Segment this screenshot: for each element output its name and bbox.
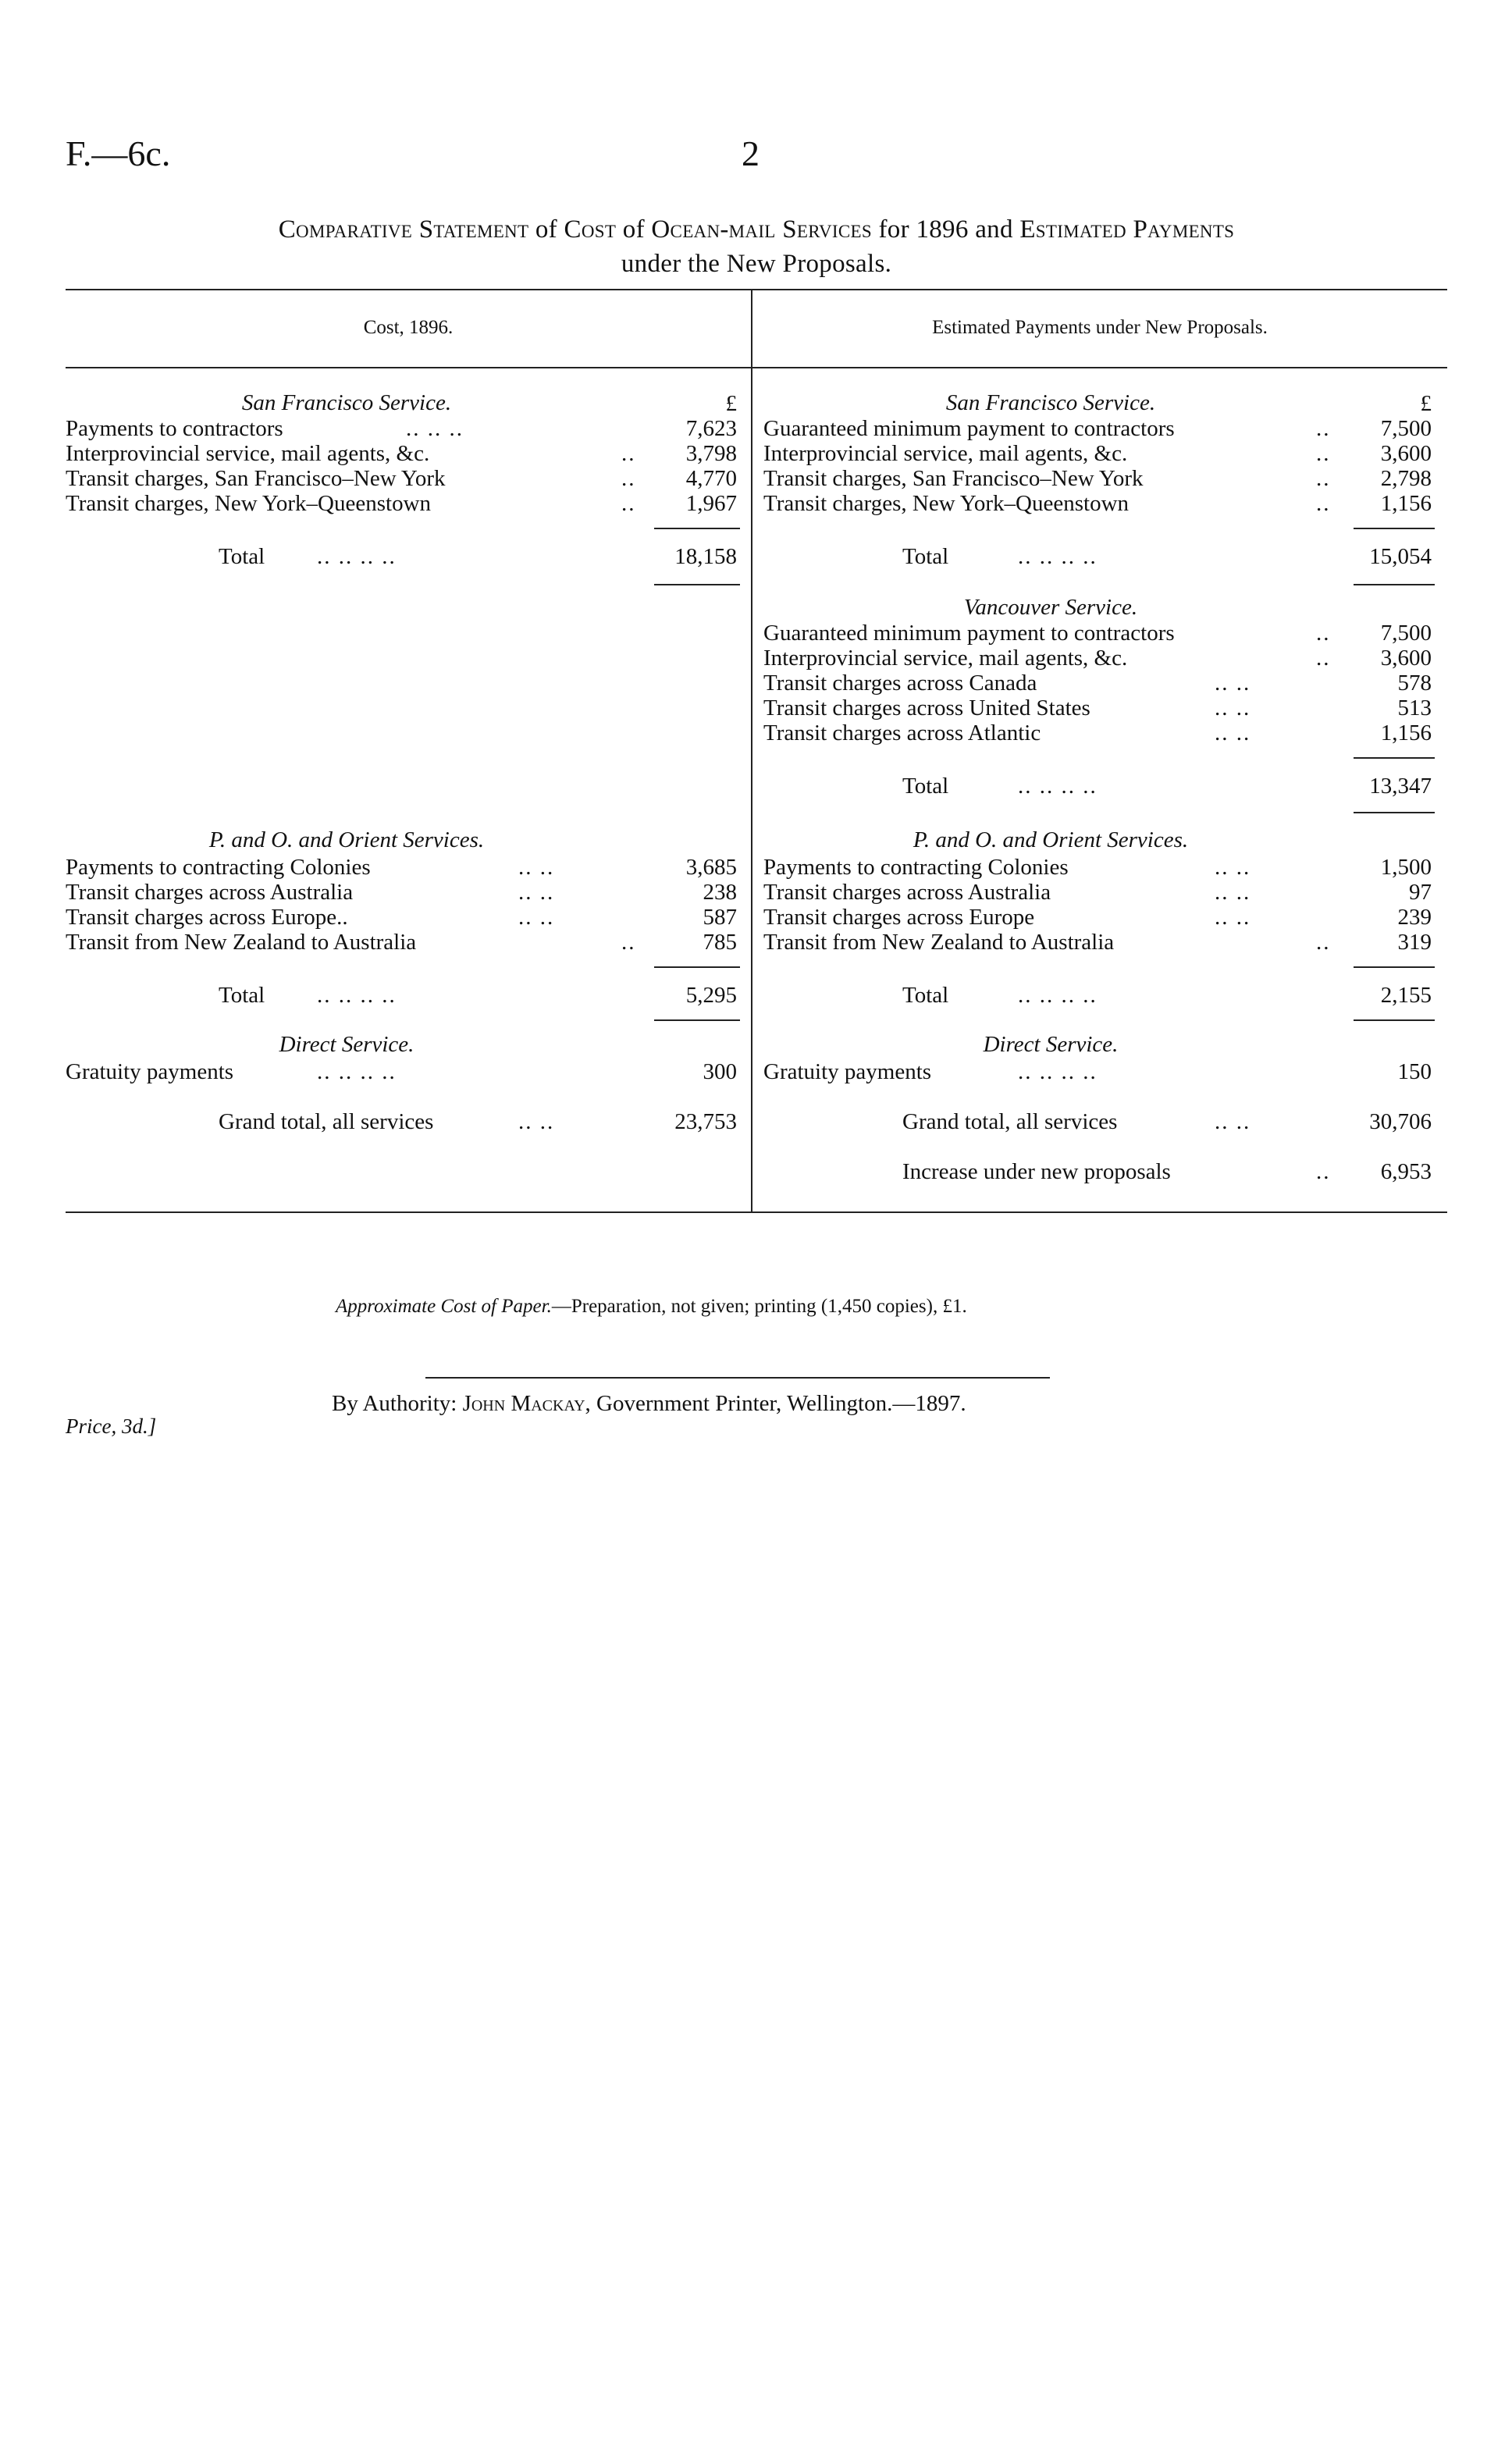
right-van-row-value: 513 <box>1397 696 1432 720</box>
right-sf-row-value: 3,600 <box>1380 441 1432 466</box>
subtotal-rule <box>654 966 740 968</box>
leader-dots: .. .. .. .. <box>1018 774 1098 799</box>
left-gratuity-label: Gratuity payments <box>66 1059 234 1084</box>
leader-dots: .. .. <box>1215 720 1251 745</box>
right-van-row-value: 1,156 <box>1380 720 1432 745</box>
leader-dots: .. .. <box>518 905 555 930</box>
column-divider <box>751 290 752 1211</box>
left-sf-row-value: 7,623 <box>685 416 737 441</box>
authority-detail: Government Printer, Wellington.—1897. <box>596 1391 966 1416</box>
leader-dots: .. .. .. .. <box>317 544 397 569</box>
right-po-row-label: Payments to contracting Colonies <box>763 855 1069 880</box>
leader-dots: .. .. <box>1215 905 1251 930</box>
leader-dots: .. <box>621 441 636 466</box>
table-bottom-rule <box>66 1211 1447 1213</box>
paper-cost-heading: Approximate Cost of Paper. <box>336 1296 552 1317</box>
right-sf-row-value: 7,500 <box>1380 416 1432 441</box>
left-po-row-label: Transit charges across Australia <box>66 880 354 905</box>
leader-dots: .. <box>1316 416 1331 441</box>
right-po-total-label: Total <box>902 983 949 1008</box>
leader-dots: .. .. <box>1215 671 1251 696</box>
right-po-row-value: 1,500 <box>1380 855 1432 880</box>
left-sf-total-label: Total <box>219 544 265 569</box>
total-rule <box>1354 584 1435 585</box>
right-po-row-value: 319 <box>1397 930 1432 955</box>
left-po-row-value: 785 <box>703 930 737 955</box>
increase-label: Increase under new proposals <box>902 1159 1171 1184</box>
right-van-row-label: Transit charges across Canada <box>763 671 1037 696</box>
left-grand-total-label: Grand total, all services <box>219 1109 434 1134</box>
leader-dots: .. .. <box>518 880 555 905</box>
title-word: Cost <box>564 215 617 244</box>
left-grand-total: 23,753 <box>674 1109 737 1134</box>
subtotal-rule <box>1354 528 1435 529</box>
total-rule <box>654 584 740 585</box>
right-vancouver-section-title: Vancouver Service. <box>963 595 1138 620</box>
title-word: Estimated <box>1019 215 1126 244</box>
right-grand-total: 30,706 <box>1369 1109 1432 1134</box>
right-van-row-value: 7,500 <box>1380 621 1432 646</box>
right-po-row-label: Transit charges across Australia <box>763 880 1051 905</box>
leader-dots: .. <box>1316 930 1331 955</box>
leader-dots: .. .. .. <box>406 416 464 441</box>
right-sf-row-label: Transit charges, San Francisco–New York <box>763 466 1144 491</box>
leader-dots: .. <box>1316 466 1331 491</box>
leader-dots: .. .. <box>1215 696 1251 720</box>
right-gratuity-label: Gratuity payments <box>763 1059 932 1084</box>
title-word: Payments <box>1133 215 1235 244</box>
subtotal-rule <box>654 528 740 529</box>
right-van-row-label: Guaranteed minimum payment to contractors <box>763 621 1175 646</box>
right-van-row-label: Transit charges across Atlantic <box>763 720 1041 745</box>
page-number: 2 <box>742 133 760 173</box>
left-sf-row-label: Transit charges, San Francisco–New York <box>66 466 446 491</box>
total-rule <box>1354 812 1435 813</box>
table-header-rule <box>66 367 1447 368</box>
leader-dots: .. <box>1316 441 1331 466</box>
right-sf-row-label: Transit charges, New York–Queenstown <box>763 491 1130 516</box>
left-po-row-label: Payments to contracting Colonies <box>66 855 371 880</box>
leader-dots: .. .. .. .. <box>1018 983 1098 1008</box>
right-po-row-value: 97 <box>1409 880 1432 905</box>
left-sf-section-title: San Francisco Service. <box>241 390 452 415</box>
leader-dots: .. .. .. .. <box>317 983 397 1008</box>
right-po-total: 2,155 <box>1380 983 1432 1008</box>
right-sf-total: 15,054 <box>1369 544 1432 569</box>
leader-dots: .. .. <box>1215 880 1251 905</box>
right-po-section-title: P. and O. and Orient Services. <box>913 827 1189 852</box>
leader-dots: .. <box>621 491 636 516</box>
leader-dots: .. .. .. .. <box>1018 544 1098 569</box>
left-po-section-title: P. and O. and Orient Services. <box>208 827 485 852</box>
leader-dots: .. <box>1316 491 1331 516</box>
left-po-total-label: Total <box>219 983 265 1008</box>
authority-prefix: By Authority: <box>332 1391 457 1416</box>
left-sf-total: 18,158 <box>674 544 737 569</box>
left-po-row-value: 238 <box>703 880 737 905</box>
left-sf-row-value: 1,967 <box>685 491 737 516</box>
right-grand-total-label: Grand total, all services <box>902 1109 1118 1134</box>
right-van-row-label: Transit charges across United States <box>763 696 1090 720</box>
right-po-row-value: 239 <box>1397 905 1432 930</box>
statement-title-line-2: under the New Proposals. <box>621 250 892 278</box>
title-word: of <box>622 215 645 244</box>
title-word: Ocean-mail <box>651 215 776 244</box>
leader-dots: .. .. <box>1215 1109 1251 1134</box>
left-sf-row-label: Interprovincial service, mail agents, &c. <box>66 441 430 466</box>
right-van-row-label: Interprovincial service, mail agents, &c. <box>763 646 1128 671</box>
title-word: Statement <box>418 215 529 244</box>
authority-rule <box>425 1377 1050 1379</box>
right-sf-row-label: Guaranteed minimum payment to contractors <box>763 416 1175 441</box>
left-po-row-label: Transit from New Zealand to Australia <box>66 930 417 955</box>
right-po-row-label: Transit charges across Europe <box>763 905 1035 930</box>
total-rule <box>654 1019 740 1021</box>
leader-dots: .. .. <box>1215 855 1251 880</box>
leader-dots: .. .. .. .. <box>1018 1059 1098 1084</box>
right-sf-row-label: Interprovincial service, mail agents, &c. <box>763 441 1128 466</box>
left-po-row-value: 587 <box>703 905 737 930</box>
leader-dots: .. <box>621 466 636 491</box>
leader-dots: .. <box>1316 621 1331 646</box>
left-sf-row-value: 3,798 <box>685 441 737 466</box>
price: Price, 3d.] <box>66 1414 157 1438</box>
right-gratuity-value: 150 <box>1397 1059 1432 1084</box>
leader-dots: .. .. <box>518 855 555 880</box>
right-van-total: 13,347 <box>1369 774 1432 799</box>
right-column-heading: Estimated Payments under New Proposals. <box>932 317 1268 338</box>
right-van-total-label: Total <box>902 774 949 799</box>
paper-cost-note <box>336 1296 967 1318</box>
left-currency-symbol: £ <box>725 391 737 416</box>
document-reference: F.—6c. <box>66 133 171 173</box>
left-po-total: 5,295 <box>685 983 737 1008</box>
subtotal-rule <box>1354 966 1435 968</box>
title-word: of <box>535 215 557 244</box>
right-sf-total-label: Total <box>902 544 949 569</box>
right-sf-section-title: San Francisco Service. <box>945 390 1156 415</box>
title-word: Services <box>782 215 872 244</box>
statement-title-line-1 <box>66 212 1447 247</box>
left-po-row-label: Transit charges across Europe.. <box>66 905 348 930</box>
left-po-row-value: 3,685 <box>685 855 737 880</box>
total-rule <box>1354 1019 1435 1021</box>
leader-dots: .. <box>621 930 636 955</box>
leader-dots: .. .. .. .. <box>317 1059 397 1084</box>
table-top-rule <box>66 289 1447 290</box>
right-van-row-value: 578 <box>1397 671 1432 696</box>
leader-dots: .. <box>1316 1159 1331 1184</box>
title-word: Comparative <box>278 215 413 244</box>
left-gratuity-value: 300 <box>703 1059 737 1084</box>
title-word: for 1896 and <box>878 215 1013 244</box>
left-sf-row-value: 4,770 <box>685 466 737 491</box>
printer-name: John Mackay, <box>462 1391 591 1416</box>
right-po-row-label: Transit from New Zealand to Australia <box>763 930 1115 955</box>
left-column-heading: Cost, 1896. <box>363 317 454 338</box>
left-sf-row-label: Transit charges, New York–Queenstown <box>66 491 432 516</box>
paper-cost-detail: —Preparation, not given; printing (1,450 copies), £1. <box>551 1296 967 1317</box>
leader-dots: .. .. <box>518 1109 555 1134</box>
right-sf-row-value: 1,156 <box>1380 491 1432 516</box>
leader-dots: .. <box>1316 646 1331 671</box>
right-currency-symbol: £ <box>1420 391 1432 416</box>
subtotal-rule <box>1354 757 1435 759</box>
printer-authority <box>332 1391 966 1417</box>
right-sf-row-value: 2,798 <box>1380 466 1432 491</box>
right-van-row-value: 3,600 <box>1380 646 1432 671</box>
left-sf-row-label: Payments to contractors <box>66 416 283 441</box>
right-direct-section-title: Direct Service. <box>983 1032 1119 1057</box>
increase-value: 6,953 <box>1380 1159 1432 1184</box>
left-direct-section-title: Direct Service. <box>279 1032 414 1057</box>
